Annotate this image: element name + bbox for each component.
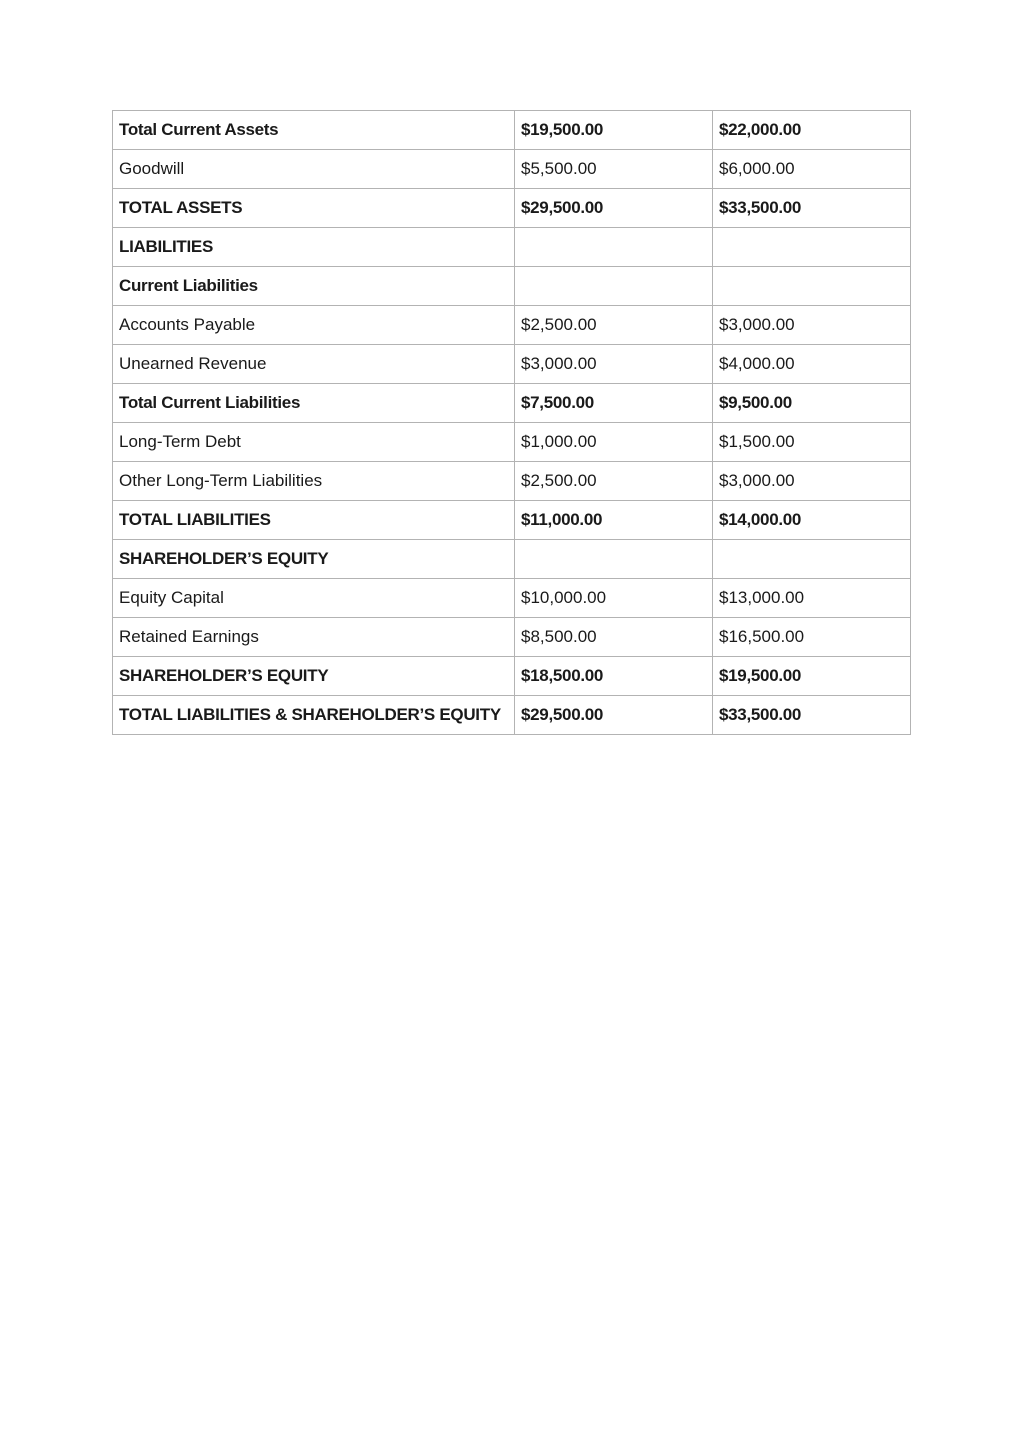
row-value-cell-year-1: $29,500.00 xyxy=(515,189,713,228)
row-value-cell-year-1: $18,500.00 xyxy=(515,657,713,696)
row-label-cell: Unearned Revenue xyxy=(113,345,515,384)
row-label-cell: Current Liabilities xyxy=(113,267,515,306)
row-label-cell: TOTAL LIABILITIES xyxy=(113,501,515,540)
row-value-cell-year-2: $9,500.00 xyxy=(713,384,911,423)
row-label-cell: Other Long-Term Liabilities xyxy=(113,462,515,501)
row-value-cell-year-2 xyxy=(713,267,911,306)
row-label-cell: Retained Earnings xyxy=(113,618,515,657)
row-value-cell-year-1: $2,500.00 xyxy=(515,306,713,345)
row-label-cell: Total Current Assets xyxy=(113,111,515,150)
row-label-cell: SHAREHOLDER’S EQUITY xyxy=(113,657,515,696)
row-value-cell-year-1 xyxy=(515,228,713,267)
row-value-cell-year-1: $1,000.00 xyxy=(515,423,713,462)
row-value-cell-year-2: $19,500.00 xyxy=(713,657,911,696)
row-value-cell-year-1: $3,000.00 xyxy=(515,345,713,384)
row-value-cell-year-2: $33,500.00 xyxy=(713,696,911,735)
row-label-cell: Equity Capital xyxy=(113,579,515,618)
row-label-cell: LIABILITIES xyxy=(113,228,515,267)
table-row xyxy=(113,189,911,228)
table-row xyxy=(113,345,911,384)
table-row xyxy=(113,657,911,696)
row-value-cell-year-2 xyxy=(713,228,911,267)
row-label-cell: TOTAL LIABILITIES & SHAREHOLDER’S EQUITY xyxy=(113,696,515,735)
table-row xyxy=(113,423,911,462)
row-label-cell: Total Current Liabilities xyxy=(113,384,515,423)
row-value-cell-year-1: $10,000.00 xyxy=(515,579,713,618)
row-label-cell: Long-Term Debt xyxy=(113,423,515,462)
row-value-cell-year-1 xyxy=(515,540,713,579)
table-row xyxy=(113,111,911,150)
table-row xyxy=(113,540,911,579)
table-row xyxy=(113,306,911,345)
row-value-cell-year-1 xyxy=(515,267,713,306)
table-row xyxy=(113,618,911,657)
row-value-cell-year-1: $29,500.00 xyxy=(515,696,713,735)
row-label-cell: Accounts Payable xyxy=(113,306,515,345)
row-value-cell-year-2: $3,000.00 xyxy=(713,462,911,501)
table-row xyxy=(113,696,911,735)
row-value-cell-year-1: $5,500.00 xyxy=(515,150,713,189)
table-row xyxy=(113,579,911,618)
row-value-cell-year-2: $3,000.00 xyxy=(713,306,911,345)
table-row xyxy=(113,462,911,501)
row-value-cell-year-2: $4,000.00 xyxy=(713,345,911,384)
balance-sheet-page xyxy=(112,110,910,735)
table-row xyxy=(113,228,911,267)
table-row xyxy=(113,384,911,423)
row-value-cell-year-1: $2,500.00 xyxy=(515,462,713,501)
row-value-cell-year-2: $33,500.00 xyxy=(713,189,911,228)
row-value-cell-year-1: $7,500.00 xyxy=(515,384,713,423)
table-row xyxy=(113,267,911,306)
row-label-cell: SHAREHOLDER’S EQUITY xyxy=(113,540,515,579)
table-body xyxy=(113,111,911,735)
row-value-cell-year-2: $14,000.00 xyxy=(713,501,911,540)
row-value-cell-year-1: $8,500.00 xyxy=(515,618,713,657)
row-value-cell-year-2: $13,000.00 xyxy=(713,579,911,618)
row-value-cell-year-2: $16,500.00 xyxy=(713,618,911,657)
row-label-cell: TOTAL ASSETS xyxy=(113,189,515,228)
table-row xyxy=(113,150,911,189)
table-row xyxy=(113,501,911,540)
row-label-cell: Goodwill xyxy=(113,150,515,189)
row-value-cell-year-1: $11,000.00 xyxy=(515,501,713,540)
balance-sheet-table xyxy=(112,110,911,735)
row-value-cell-year-2: $6,000.00 xyxy=(713,150,911,189)
row-value-cell-year-2 xyxy=(713,540,911,579)
row-value-cell-year-1: $19,500.00 xyxy=(515,111,713,150)
row-value-cell-year-2: $22,000.00 xyxy=(713,111,911,150)
row-value-cell-year-2: $1,500.00 xyxy=(713,423,911,462)
